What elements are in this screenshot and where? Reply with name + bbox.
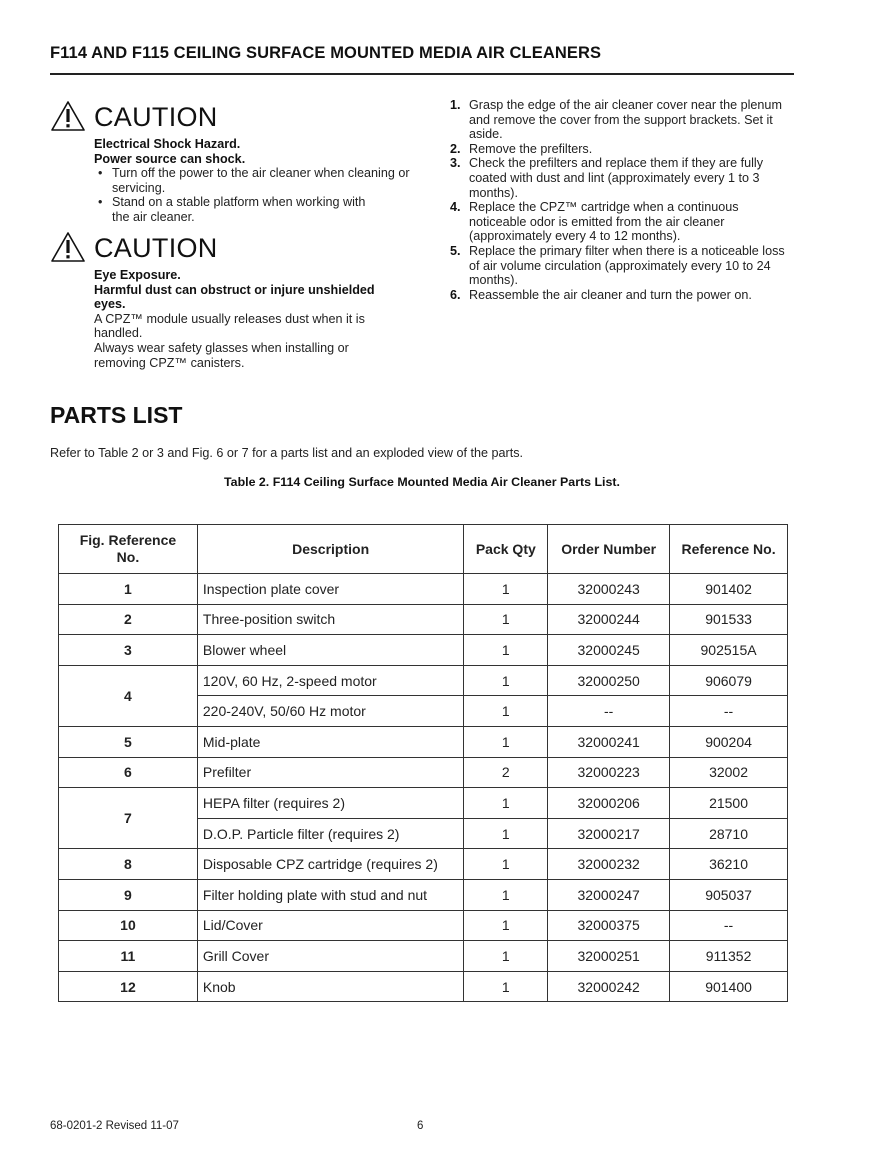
caution-hazard-line: Power source can shock. [94, 151, 246, 166]
step-text: Check the prefilters and replace them if they are fully coated with dust and lint (approximately every 1 to 3 months). [469, 156, 763, 200]
order-number-cell: 32000217 [548, 818, 670, 849]
reference-number-cell: 906079 [670, 665, 788, 696]
fig-reference-cell: 10 [59, 910, 198, 941]
caution-bullet: • Stand on a stable platform when working with the air cleaner. [94, 195, 384, 224]
column-header-label: Fig. Reference No. [79, 532, 177, 565]
column-header [59, 525, 198, 574]
reference-number-cell: 911352 [670, 941, 788, 972]
description-cell: Knob [197, 971, 464, 1002]
table-row [59, 849, 788, 880]
column-header: Description [197, 525, 464, 574]
pack-qty-cell: 1 [464, 788, 548, 819]
fig-reference-cell: 8 [59, 849, 198, 880]
step-item [450, 288, 795, 303]
description-cell: Blower wheel [197, 635, 464, 666]
step-number: 1. [450, 98, 461, 112]
pack-qty-cell: 1 [464, 941, 548, 972]
order-number-cell: 32000242 [548, 971, 670, 1002]
document-number: 68-0201-2 Revised 11-07 [50, 1120, 179, 1132]
table-row [59, 941, 788, 972]
description-cell: Disposable CPZ cartridge (requires 2) [197, 849, 464, 880]
fig-reference-cell: 2 [59, 604, 198, 635]
caution-text [94, 268, 394, 370]
reference-number-cell: 21500 [670, 788, 788, 819]
reference-number-cell: 902515A [670, 635, 788, 666]
caution-note: Always wear safety glasses when installing or removing CPZ™ canisters. [94, 340, 349, 370]
column-header: Reference No. [670, 525, 788, 574]
description-cell: D.O.P. Particle filter (requires 2) [197, 818, 464, 849]
order-number-cell: 32000223 [548, 757, 670, 788]
step-text: Reassemble the air cleaner and turn the power on. [469, 287, 752, 302]
fig-reference-cell: 5 [59, 726, 198, 757]
step-item [450, 244, 795, 288]
parts-table [58, 524, 788, 1002]
caution-bullet: • Turn off the power to the air cleaner when cleaning or servicing. [94, 166, 424, 195]
order-number-cell: -- [548, 696, 670, 727]
caution-hazard-line: Harmful dust can obstruct or injure unshielded eyes. [94, 282, 375, 312]
fig-reference-cell: 3 [59, 635, 198, 666]
description-cell: HEPA filter (requires 2) [197, 788, 464, 819]
reference-number-cell: 901402 [670, 574, 788, 605]
reference-number-cell: 900204 [670, 726, 788, 757]
step-item [450, 200, 795, 244]
reference-number-cell: 32002 [670, 757, 788, 788]
table-header-row [59, 525, 788, 574]
column-header: Order Number [548, 525, 670, 574]
table-row [59, 574, 788, 605]
table-row [59, 757, 788, 788]
pack-qty-cell: 1 [464, 574, 548, 605]
fig-reference-cell: 7 [59, 788, 198, 849]
caution-hazard-line: Eye Exposure. [94, 268, 181, 282]
header-divider [50, 73, 794, 75]
step-text: Replace the primary filter when there is a noticeable loss of air volume circulation (approximately every 10 to 24 months). [469, 243, 785, 288]
order-number-cell: 32000247 [548, 879, 670, 910]
fig-reference-cell: 6 [59, 757, 198, 788]
order-number-cell: 32000232 [548, 849, 670, 880]
pack-qty-cell: 1 [464, 635, 548, 666]
column-header: Pack Qty [464, 525, 548, 574]
caution-electrical [50, 100, 420, 230]
step-number: 2. [450, 141, 461, 156]
page-number: 6 [417, 1120, 424, 1132]
step-text: Replace the CPZ™ cartridge when a continuous noticeable odor is emitted from the air cleaner (approximately every 4 to 12 months). [469, 200, 739, 244]
fig-reference-cell: 1 [59, 574, 198, 605]
table-caption: Table 2. F114 Ceiling Surface Mounted Media Air Cleaner Parts List. [224, 475, 620, 489]
caution-text [94, 137, 424, 225]
reference-number-cell: 901400 [670, 971, 788, 1002]
order-number-cell: 32000244 [548, 604, 670, 635]
order-number-cell: 32000206 [548, 788, 670, 819]
description-cell: Inspection plate cover [197, 574, 464, 605]
parts-table-body [59, 574, 788, 1002]
fig-reference-cell: 12 [59, 971, 198, 1002]
caution-note: A CPZ™ module usually releases dust when it is handled. [94, 311, 365, 341]
pack-qty-cell: 1 [464, 971, 548, 1002]
caution-heading: CAUTION [94, 233, 218, 263]
caution-hazard-line: Electrical Shock Hazard. [94, 137, 241, 151]
table-row [59, 879, 788, 910]
reference-number-cell: 28710 [670, 818, 788, 849]
step-text: Remove the prefilters. [469, 141, 593, 156]
caution-eye-exposure [50, 231, 420, 376]
order-number-cell: 32000375 [548, 910, 670, 941]
step-item [450, 156, 795, 200]
reference-number-cell: -- [670, 696, 788, 727]
description-cell: Filter holding plate with stud and nut [197, 879, 464, 910]
step-item [450, 98, 795, 142]
step-number: 4. [450, 200, 461, 215]
fig-reference-cell: 4 [59, 665, 198, 726]
step-text: Grasp the edge of the air cleaner cover near the plenum and remove the cover from the support brackets. Set it aside. [469, 98, 782, 142]
fig-reference-cell: 9 [59, 879, 198, 910]
pack-qty-cell: 1 [464, 849, 548, 880]
section-title: PARTS LIST [50, 402, 183, 428]
warning-triangle-icon [50, 100, 86, 132]
description-cell: 220-240V, 50/60 Hz motor [197, 696, 464, 727]
reference-number-cell: 901533 [670, 604, 788, 635]
order-number-cell: 32000251 [548, 941, 670, 972]
table-row [59, 665, 788, 696]
maintenance-steps [450, 98, 795, 302]
description-cell: Mid-plate [197, 726, 464, 757]
order-number-cell: 32000243 [548, 574, 670, 605]
description-cell: 120V, 60 Hz, 2-speed motor [197, 665, 464, 696]
section-intro: Refer to Table 2 or 3 and Fig. 6 or 7 for a parts list and an exploded view of the parts. [50, 446, 524, 460]
table-row [59, 910, 788, 941]
description-cell: Prefilter [197, 757, 464, 788]
table-row [59, 635, 788, 666]
order-number-cell: 32000250 [548, 665, 670, 696]
description-cell: Three-position switch [197, 604, 464, 635]
description-cell: Lid/Cover [197, 910, 464, 941]
step-number: 5. [450, 243, 461, 258]
pack-qty-cell: 1 [464, 726, 548, 757]
caution-heading: CAUTION [94, 102, 218, 132]
table-row [59, 726, 788, 757]
pack-qty-cell: 2 [464, 757, 548, 788]
pack-qty-cell: 1 [464, 604, 548, 635]
order-number-cell: 32000241 [548, 726, 670, 757]
table-row [59, 788, 788, 819]
warning-triangle-icon [50, 231, 86, 263]
step-number: 6. [450, 287, 461, 302]
step-item [450, 142, 795, 157]
description-cell: Grill Cover [197, 941, 464, 972]
order-number-cell: 32000245 [548, 635, 670, 666]
table-row [59, 971, 788, 1002]
page-title: F114 AND F115 CEILING SURFACE MOUNTED MEDIA AIR CLEANERS [50, 44, 602, 62]
reference-number-cell: 36210 [670, 849, 788, 880]
pack-qty-cell: 1 [464, 879, 548, 910]
pack-qty-cell: 1 [464, 665, 548, 696]
pack-qty-cell: 1 [464, 696, 548, 727]
table-row [59, 604, 788, 635]
fig-reference-cell: 11 [59, 941, 198, 972]
reference-number-cell: 905037 [670, 879, 788, 910]
reference-number-cell: -- [670, 910, 788, 941]
step-number: 3. [450, 156, 461, 171]
pack-qty-cell: 1 [464, 910, 548, 941]
pack-qty-cell: 1 [464, 818, 548, 849]
